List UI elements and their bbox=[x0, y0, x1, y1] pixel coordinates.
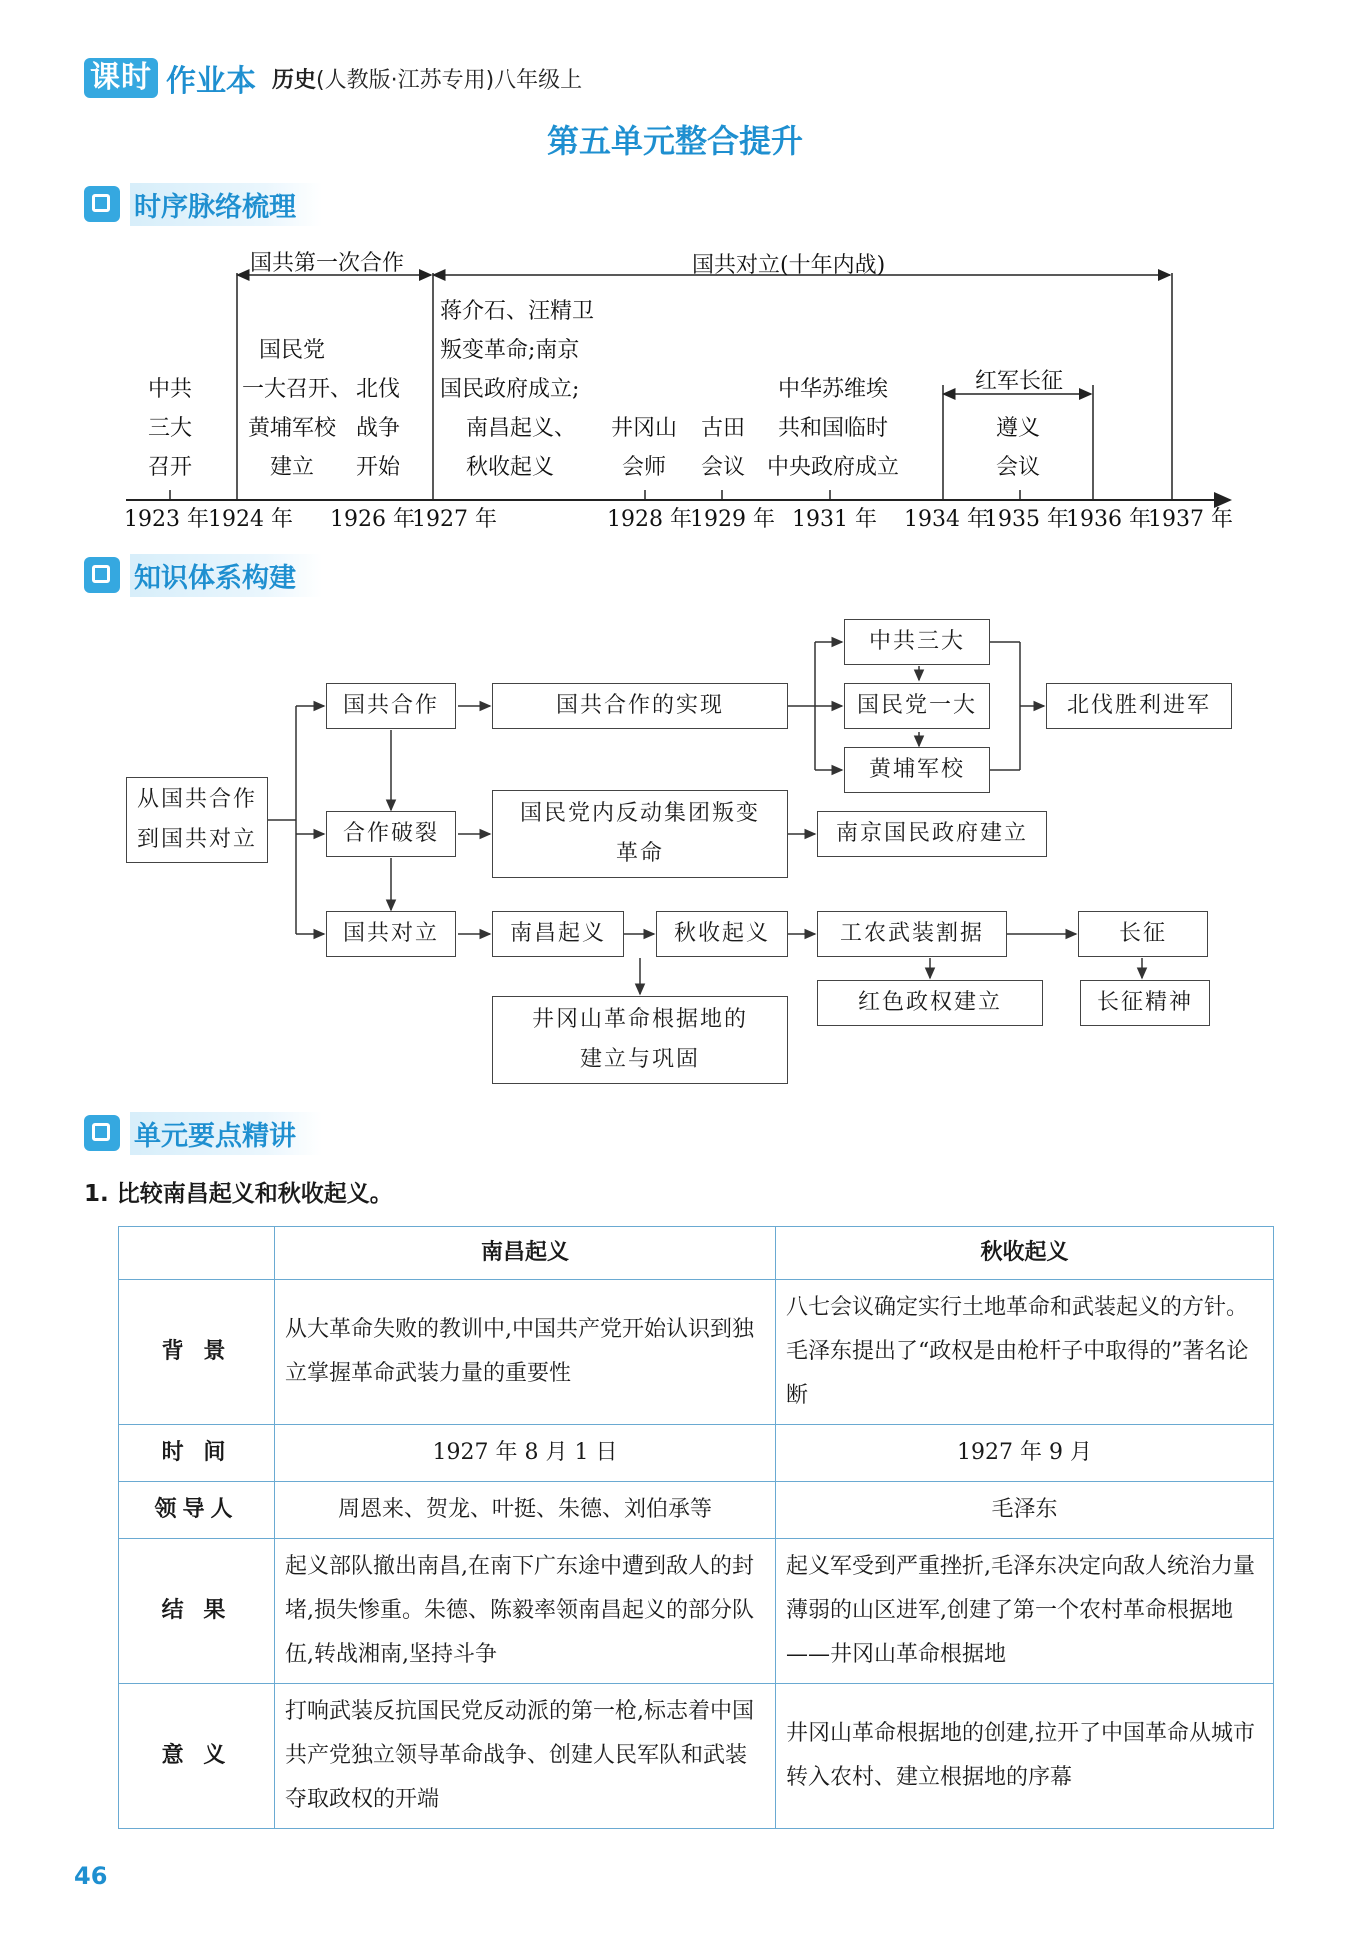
event-1923 bbox=[148, 370, 192, 487]
node-split: 合作破裂 bbox=[326, 811, 456, 857]
node-autumn-harvest-uprising: 秋收起义 bbox=[656, 911, 788, 957]
event-line: 叛变革命;南京 bbox=[440, 338, 580, 363]
node-long-march-spirit: 长征精神 bbox=[1080, 980, 1210, 1026]
period-confrontation: 国共对立(十年内战) bbox=[692, 253, 886, 278]
section-title: 知识体系构建 bbox=[130, 554, 322, 597]
subject: 历史 bbox=[272, 67, 317, 93]
event-line: 三大 bbox=[148, 416, 193, 441]
section-header-key-points bbox=[84, 1113, 322, 1153]
table-row bbox=[119, 1684, 1274, 1829]
link-icon bbox=[84, 557, 120, 593]
node-kmt-1st-congress: 国民党一大 bbox=[844, 683, 990, 729]
node-red-regime: 红色政权建立 bbox=[817, 980, 1043, 1026]
event-line: 国民党 bbox=[258, 338, 325, 363]
node-armed-separatism: 工农武装割据 bbox=[817, 911, 1007, 957]
long-march-label: 红军长征 bbox=[975, 369, 1064, 394]
page-number: 46 bbox=[74, 1862, 108, 1890]
event-1926 bbox=[356, 370, 400, 487]
year-label: 1937 年 bbox=[1148, 507, 1233, 532]
event-line: 会议 bbox=[995, 455, 1040, 480]
year-label: 1923 年 bbox=[124, 507, 209, 532]
node-whampoa: 黄埔军校 bbox=[844, 747, 990, 793]
node-root-line: 从国共合作 bbox=[136, 787, 257, 812]
event-line: 会师 bbox=[621, 455, 666, 480]
table-row bbox=[119, 1539, 1274, 1684]
event-line: 秋收起义 bbox=[466, 455, 555, 480]
event-line: 井冈山 bbox=[610, 416, 677, 441]
event-line: 会议 bbox=[700, 455, 745, 480]
row-label: 意 义 bbox=[119, 1684, 275, 1829]
brand-name: 作业本 bbox=[166, 64, 256, 99]
node-jgs-line: 井冈山革命根据地的 bbox=[531, 1007, 748, 1032]
table-cell: 1927 年 9 月 bbox=[776, 1425, 1274, 1482]
event-1924 bbox=[242, 331, 353, 487]
node-betrayal-line: 国民党内反动集团叛变 bbox=[519, 801, 760, 826]
comparison-table bbox=[118, 1226, 1274, 1829]
row-label: 结 果 bbox=[119, 1539, 275, 1684]
node-confrontation: 国共对立 bbox=[326, 911, 456, 957]
event-1929 bbox=[698, 409, 748, 487]
year-label: 1934 年 bbox=[904, 507, 989, 532]
event-line: 开始 bbox=[356, 455, 401, 480]
node-nanchang-uprising: 南昌起义 bbox=[492, 911, 624, 957]
event-line: 共和国临时 bbox=[777, 416, 888, 441]
table-cell: 周恩来、贺龙、叶挺、朱德、刘伯承等 bbox=[275, 1482, 776, 1539]
row-label: 背 景 bbox=[119, 1280, 275, 1425]
event-1927-b bbox=[466, 409, 576, 487]
table-cell: 从大革命失败的教训中,中国共产党开始认识到独立掌握革命武装力量的重要性 bbox=[275, 1280, 776, 1425]
node-northern-expedition: 北伐胜利进军 bbox=[1046, 683, 1232, 729]
event-line: 中央政府成立 bbox=[766, 455, 899, 480]
year-label: 1929 年 bbox=[690, 507, 775, 532]
node-jinggangshan bbox=[492, 996, 788, 1084]
event-line: 古田 bbox=[700, 416, 745, 441]
node-betrayal-line: 革命 bbox=[615, 841, 664, 866]
table-header-cell: 南昌起义 bbox=[275, 1227, 776, 1280]
year-label: 1924 年 bbox=[208, 507, 293, 532]
event-line: 遵义 bbox=[995, 416, 1040, 441]
event-line: 中共 bbox=[148, 377, 193, 402]
table-row bbox=[119, 1280, 1274, 1425]
node-ccp-3rd-congress: 中共三大 bbox=[844, 619, 990, 665]
year-label: 1928 年 bbox=[607, 507, 692, 532]
table-cell: 起义军受到严重挫折,毛泽东决定向敌人统治力量薄弱的山区进军,创建了第一个农村革命根据地——井冈山革命根据地 bbox=[776, 1539, 1274, 1684]
event-line: 召开 bbox=[148, 455, 193, 480]
row-label: 时 间 bbox=[119, 1425, 275, 1482]
page-title: 第五单元整合提升 bbox=[546, 122, 803, 160]
table-cell: 起义部队撤出南昌,在南下广东途中遭到敌人的封堵,损失惨重。朱德、陈毅率领南昌起义的部分队伍,转战湘南,坚持斗争 bbox=[275, 1539, 776, 1684]
table-header-row bbox=[119, 1227, 1274, 1280]
event-line: 一大召开、 bbox=[242, 377, 353, 402]
year-label: 1927 年 bbox=[412, 507, 497, 532]
node-kmt-betrayal bbox=[492, 790, 788, 878]
event-line: 国民政府成立; bbox=[440, 377, 580, 402]
event-line: 南昌起义、 bbox=[466, 416, 577, 441]
event-line: 中华苏维埃 bbox=[777, 377, 888, 402]
table-row bbox=[119, 1482, 1274, 1539]
node-jgs-line: 建立与巩固 bbox=[579, 1047, 700, 1072]
node-nanjing-government: 南京国民政府建立 bbox=[817, 811, 1047, 857]
event-line: 战争 bbox=[356, 416, 401, 441]
event-1931 bbox=[758, 370, 908, 487]
event-1927-a bbox=[440, 292, 594, 409]
node-root bbox=[126, 777, 268, 863]
table-cell: 1927 年 8 月 1 日 bbox=[275, 1425, 776, 1482]
section-title: 单元要点精讲 bbox=[130, 1112, 322, 1155]
event-1935 bbox=[990, 409, 1046, 487]
brand-logo-badge: 课时 bbox=[84, 58, 158, 98]
year-label: 1935 年 bbox=[984, 507, 1069, 532]
year-label: 1926 年 bbox=[330, 507, 415, 532]
event-1928 bbox=[608, 409, 680, 487]
book-icon bbox=[84, 1115, 120, 1151]
node-cooperation: 国共合作 bbox=[326, 683, 456, 729]
table-cell: 毛泽东 bbox=[776, 1482, 1274, 1539]
section-title: 时序脉络梳理 bbox=[130, 183, 322, 226]
edition: (人教版·江苏专用)八年级上 bbox=[316, 67, 583, 93]
table-cell: 井冈山革命根据地的创建,拉开了中国革命从城市转入农村、建立根据地的序幕 bbox=[776, 1684, 1274, 1829]
table-cell: 八七会议确定实行土地革命和武装起义的方针。毛泽东提出了“政权是由枪杆子中取得的”著名论断 bbox=[776, 1280, 1274, 1425]
year-label: 1931 年 bbox=[792, 507, 877, 532]
question-1: 1. 比较南昌起义和秋收起义。 bbox=[84, 1181, 393, 1207]
event-line: 北伐 bbox=[356, 377, 401, 402]
table-cell: 打响武装反抗国民党反动派的第一枪,标志着中国共产党独立领导革命战争、创建人民军队和武装夺取政权的开端 bbox=[275, 1684, 776, 1829]
year-label: 1936 年 bbox=[1066, 507, 1151, 532]
event-line: 蒋介石、汪精卫 bbox=[440, 299, 595, 324]
table-row bbox=[119, 1425, 1274, 1482]
period-first-cooperation: 国共第一次合作 bbox=[250, 251, 405, 276]
section-header-knowledge bbox=[84, 555, 322, 595]
table-header-cell bbox=[119, 1227, 275, 1280]
event-line: 建立 bbox=[269, 455, 314, 480]
node-cooperation-realized: 国共合作的实现 bbox=[492, 683, 788, 729]
row-label: 领导人 bbox=[119, 1482, 275, 1539]
table-header-cell: 秋收起义 bbox=[776, 1227, 1274, 1280]
event-line: 黄埔军校 bbox=[247, 416, 336, 441]
node-root-line: 到国共对立 bbox=[136, 827, 257, 852]
node-long-march: 长征 bbox=[1078, 911, 1208, 957]
